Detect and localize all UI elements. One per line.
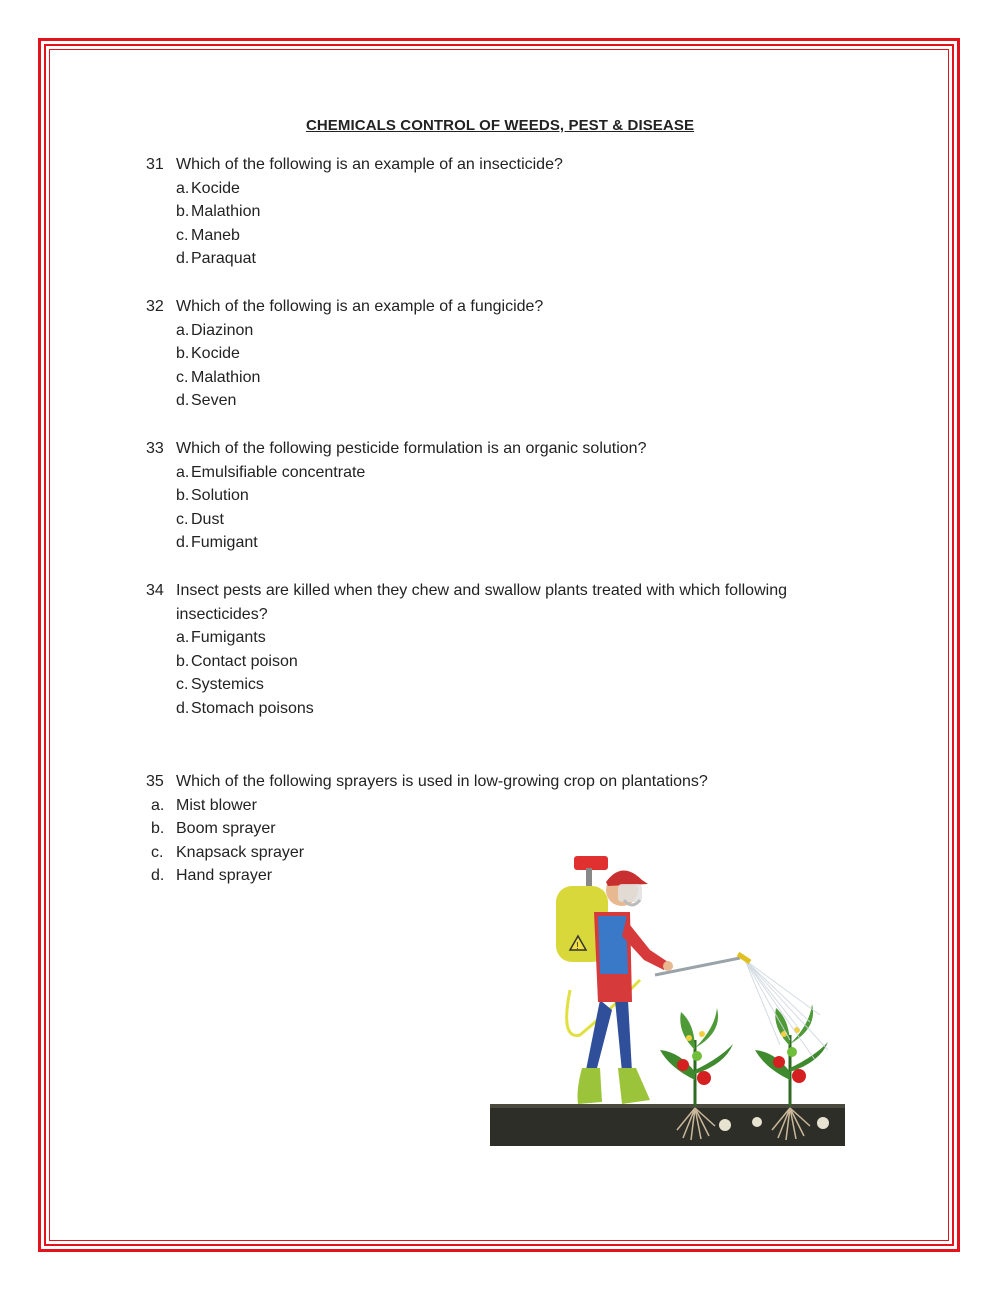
option-b: b. Solution <box>176 487 249 504</box>
option-a: a. Fumigants <box>176 629 266 646</box>
option-b: b. Contact poison <box>176 652 298 670</box>
option-b: b. Kocide <box>176 345 240 362</box>
question-32 <box>146 295 846 413</box>
option-a: a. Diazinon <box>176 321 254 339</box>
question-text: Which of the following sprayers is used in low-growing crop on plantations? <box>176 773 708 790</box>
option-c: c. Systemics <box>176 676 264 693</box>
option-a: a. Mist blower <box>151 796 257 814</box>
option-a: a. Emulsifiable concentrate <box>176 463 366 481</box>
question-text: Which of the following is an example of an insecticide? <box>176 156 563 173</box>
question-text: Which of the following pesticide formulation is an organic solution? <box>176 440 647 457</box>
question-number: 35 <box>146 773 164 790</box>
question-31 <box>146 153 846 271</box>
svg-text:!: ! <box>576 941 579 952</box>
option-d: d. Paraquat <box>176 250 256 267</box>
page-title: CHEMICALS CONTROL OF WEEDS, PEST & DISEASE <box>305 117 695 134</box>
question-number: 33 <box>146 440 164 457</box>
question-text: Insect pests are killed when they chew and swallow plants treated with which following insecticides? <box>176 582 787 623</box>
option-c: c. Malathion <box>176 368 261 386</box>
option-c: c. Knapsack sprayer <box>151 843 305 861</box>
question-33 <box>146 437 846 555</box>
question-number: 34 <box>146 582 164 599</box>
question-number: 32 <box>146 298 164 315</box>
tomato-plant-left <box>660 1008 733 1106</box>
option-c: c. Maneb <box>176 226 240 244</box>
question-number: 31 <box>146 156 164 173</box>
option-b: b. Boom sprayer <box>151 820 276 837</box>
spray-mist <box>745 960 828 1060</box>
option-d: d. Seven <box>176 392 237 409</box>
option-d: d. Stomach poisons <box>176 699 314 717</box>
option-a: a. Kocide <box>176 179 240 197</box>
question-34 <box>146 579 846 720</box>
farmer-spraying-illustration <box>490 850 845 1146</box>
option-b: b. Malathion <box>176 203 261 220</box>
option-c: c. Dust <box>176 510 224 528</box>
option-d: d. Fumigant <box>176 534 258 551</box>
option-d: d. Hand sprayer <box>151 867 273 884</box>
question-text: Which of the following is an example of a fungicide? <box>176 298 544 315</box>
